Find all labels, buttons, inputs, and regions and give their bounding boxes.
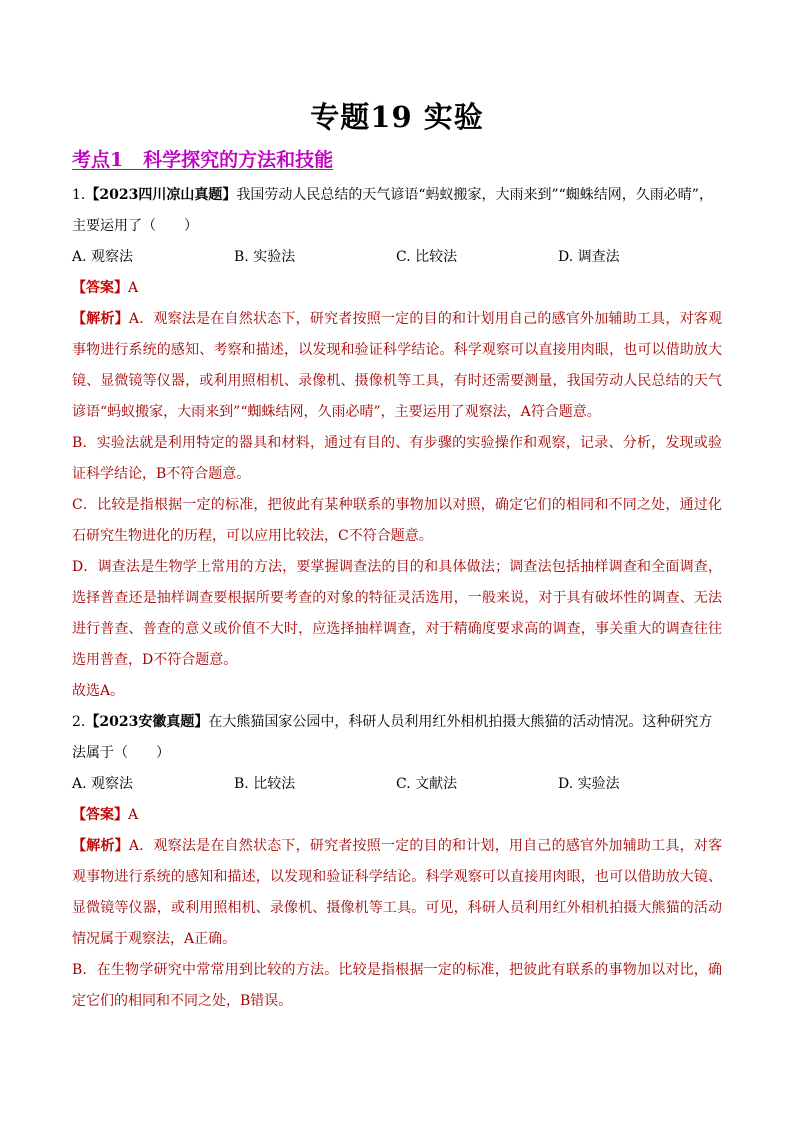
analysis-text: A．观察法是在自然状态下，研究者按照一定的目的和计划用自己的感官外加辅助工具，对客观事物进行系统的感知、考察和描述，以发现和验证科学结论。科学观察可以直接用肉眼，也可以借助放大镜、显微镜等仪器，或利用照相机、录像机、摄像机等工具，有时还需要测量，我国劳动人民总结的天气谚语“蚂蚁搬家，大雨来到”“蜘蛛结网，久雨必晴”，主要运用了观察法，A符合题意。 — [72, 311, 723, 420]
option-b: B. 比较法 — [234, 776, 296, 792]
question-text: 我国劳动人民总结的天气谚语“蚂蚁搬家，大雨来到”“蜘蛛结网，久雨必晴”，主要运用了（ ） — [72, 187, 713, 234]
question-2-stem — [72, 707, 722, 769]
question-2-answer — [72, 800, 722, 831]
question-1-answer — [72, 273, 722, 304]
question-1-stem — [72, 180, 722, 242]
question-1-analysis-a — [72, 304, 722, 428]
answer-value: A — [128, 807, 139, 823]
question-source: 【2023安徽真题】 — [85, 714, 209, 730]
question-text: 在大熊猫国家公园中，科研人员利用红外相机拍摄大熊猫的活动情况。这种研究方法属于（ ） — [72, 714, 713, 761]
option-d: D. 调查法 — [558, 249, 620, 265]
answer-label: 【答案】 — [72, 280, 128, 296]
question-1-conclusion: 故选A。 — [72, 683, 125, 699]
section-heading: 考点1 科学探究的方法和技能 — [72, 149, 334, 171]
option-c: C. 文献法 — [396, 776, 458, 792]
question-1-analysis-d: D．调查法是生物学上常用的方法，要掌握调查法的目的和具体做法；调查法包括抽样调查和全面调查，选择普查还是抽样调查要根据所要考查的对象的特征灵活选用，一般来说，对于具有破坏性的调查、无法进行普查、普查的意义或价值不大时，应选择抽样调查，对于精确度要求高的调查，事关重大的调查往往选用普查，D不符合题意。 — [72, 559, 722, 668]
option-b: B. 实验法 — [234, 249, 296, 265]
question-1-options — [72, 242, 722, 273]
question-1-analysis-c: C．比较是指根据一定的标准，把彼此有某种联系的事物加以对照，确定它们的相同和不同之处，通过化石研究生物进化的历程，可以应用比较法，C不符合题意。 — [72, 497, 722, 544]
question-source: 【2023四川凉山真题】 — [85, 187, 237, 203]
question-2-options — [72, 769, 722, 800]
question-2-analysis-a — [72, 831, 722, 955]
answer-value: A — [128, 280, 139, 296]
option-a: A. 观察法 — [72, 249, 134, 265]
question-2-analysis-b: B．在生物学研究中常常用到比较的方法。比较是指根据一定的标准，把彼此有联系的事物加以对比，确定它们的相同和不同之处，B错误。 — [72, 962, 722, 1009]
option-a: A. 观察法 — [72, 776, 134, 792]
question-1-analysis-b: B．实验法就是利用特定的器具和材料，通过有目的、有步骤的实验操作和观察，记录、分析，发现或验证科学结论，B不符合题意。 — [72, 435, 722, 482]
question-number: 2. — [72, 714, 86, 730]
option-d: D. 实验法 — [558, 776, 620, 792]
page-title: 专题19 实验 — [310, 100, 484, 134]
analysis-label: 【解析】 — [72, 311, 129, 327]
question-number: 1. — [72, 187, 86, 203]
analysis-label: 【解析】 — [72, 838, 129, 854]
analysis-text: A．观察法是在自然状态下，研究者按照一定的目的和计划，用自己的感官外加辅助工具，对客观事物进行系统的感知和描述，以发现和验证科学结论。科学观察可以直接用肉眼，也可以借助放大镜、显微镜等仪器，或利用照相机、录像机、摄像机等工具。可见，科研人员利用红外相机拍摄大熊猫的活动情况属于观察法，A正确。 — [72, 838, 723, 947]
answer-label: 【答案】 — [72, 807, 128, 823]
content-body — [72, 180, 722, 1017]
option-c: C. 比较法 — [396, 249, 458, 265]
